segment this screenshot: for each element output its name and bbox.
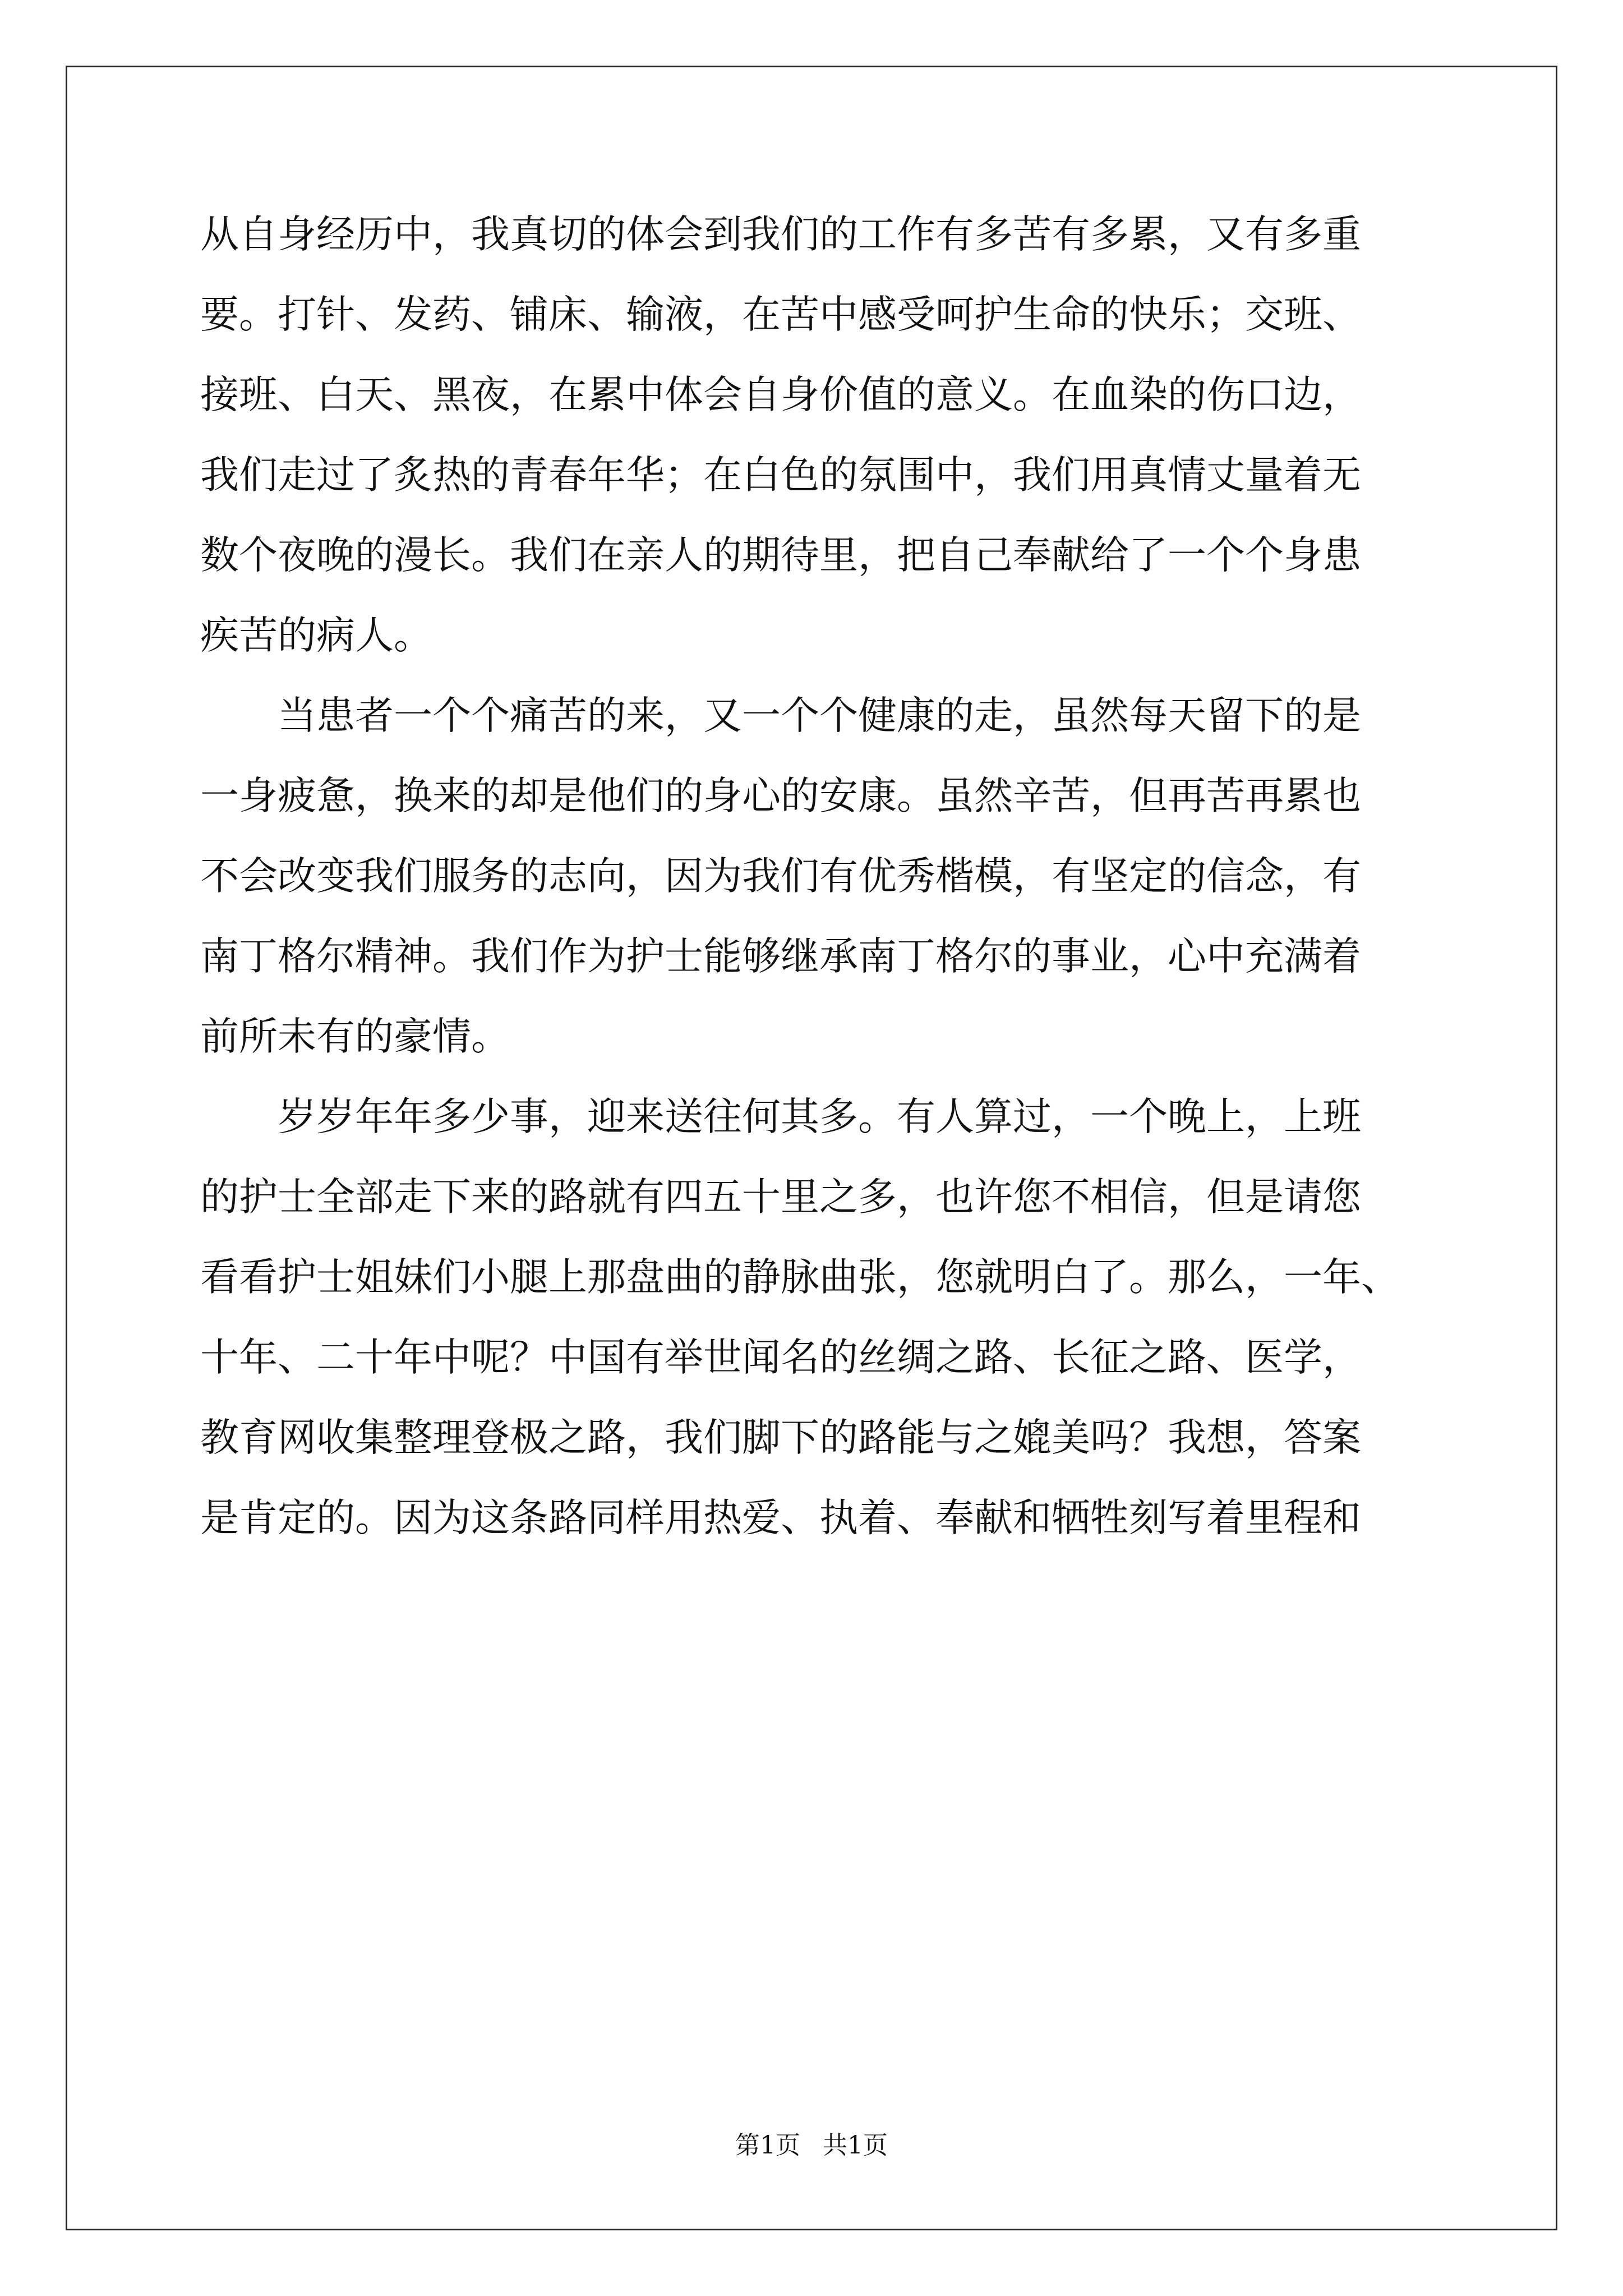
page-number-current: 第1页 — [735, 2131, 800, 2160]
text-line: 岁岁年年多少事，迎来送往何其多。有人算过，一个晚上，上班 — [200, 1094, 1361, 1139]
text-line: 一身疲惫，换来的却是他们的身心的安康。虽然辛苦，但再苦再累也 — [200, 774, 1361, 818]
text-line: 看看护士姐妹们小腿上那盘曲的静脉曲张，您就明白了。那么，一年、 — [200, 1255, 1400, 1300]
text-line: 从自身经历中，我真切的体会到我们的工作有多苦有多累，又有多重 — [200, 212, 1361, 257]
text-line: 南丁格尔精神。我们作为护士能够继承南丁格尔的事业，心中充满着 — [200, 934, 1361, 979]
text-line: 前所未有的豪情。 — [200, 1014, 510, 1059]
text-line: 接班、白天、黑夜，在累中体会自身价值的意义。在血染的伤口边， — [200, 372, 1361, 417]
text-line: 的护士全部走下来的路就有四五十里之多，也许您不相信，但是请您 — [200, 1175, 1361, 1220]
text-line: 教育网收集整理登极之路，我们脚下的路能与之媲美吗？我想，答案 — [200, 1415, 1361, 1460]
text-line: 是肯定的。因为这条路同样用热爱、执着、奉献和牺牲刻写着里程和 — [200, 1496, 1361, 1540]
page-footer — [0, 2132, 1623, 2160]
text-line: 要。打针、发药、铺床、输液，在苦中感受呵护生命的快乐；交班、 — [200, 292, 1361, 337]
text-line: 不会改变我们服务的志向，因为我们有优秀楷模，有坚定的信念，有 — [200, 854, 1361, 899]
text-line: 我们走过了炙热的青春年华；在白色的氛围中，我们用真情丈量着无 — [200, 453, 1361, 498]
text-line: 数个夜晚的漫长。我们在亲人的期待里，把自己奉献给了一个个身患 — [200, 533, 1361, 578]
text-line: 十年、二十年中呢？中国有举世闻名的丝绸之路、长征之路、医学， — [200, 1335, 1361, 1380]
page-number-total: 共1页 — [823, 2131, 888, 2160]
text-line: 疾苦的病人。 — [200, 613, 432, 658]
text-line: 当患者一个个痛苦的来，又一个个健康的走，虽然每天留下的是 — [200, 693, 1361, 738]
